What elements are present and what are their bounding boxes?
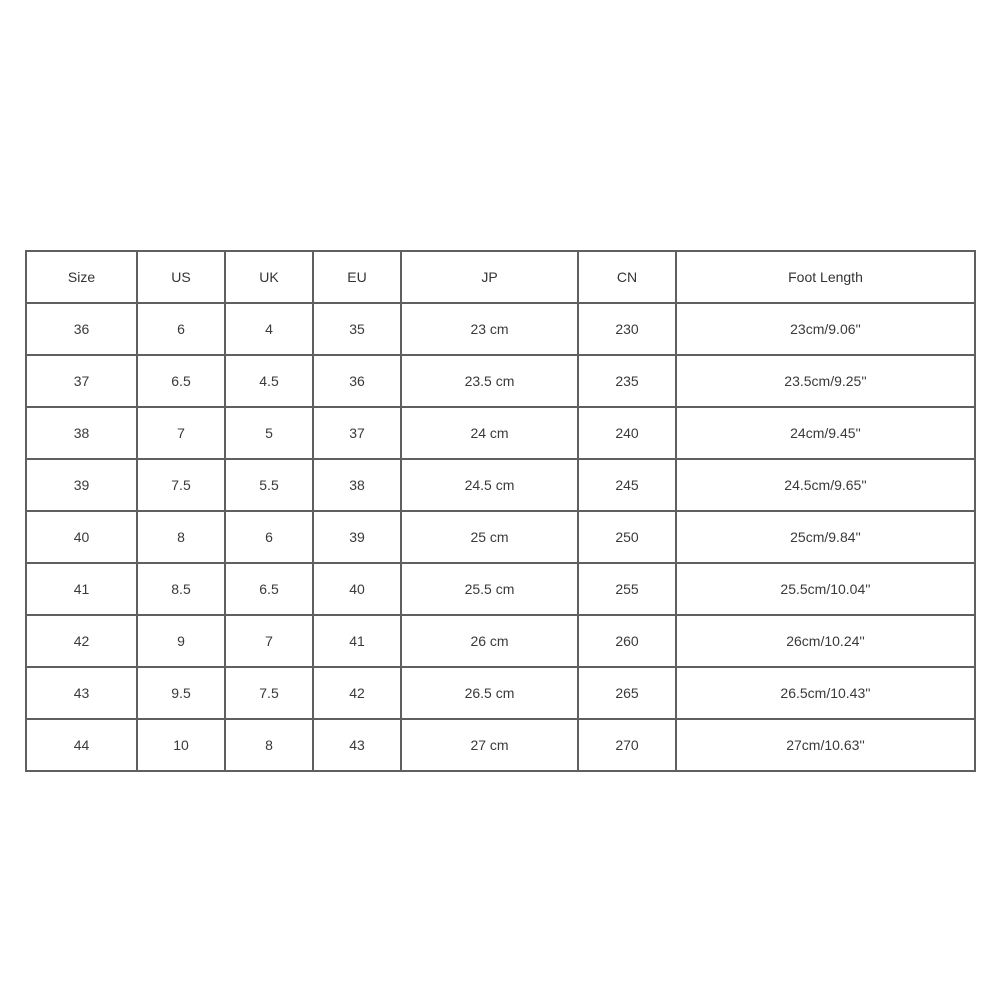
table-row	[26, 719, 975, 771]
header-row	[26, 251, 975, 303]
cell-eu: 40	[313, 563, 401, 615]
cell-eu: 36	[313, 355, 401, 407]
cell-size: 42	[26, 615, 137, 667]
cell-jp: 24 cm	[401, 407, 578, 459]
size-chart-table	[25, 250, 976, 772]
cell-foot-length: 25.5cm/10.04''	[676, 563, 975, 615]
cell-uk: 8	[225, 719, 313, 771]
cell-jp: 25 cm	[401, 511, 578, 563]
cell-uk: 7.5	[225, 667, 313, 719]
cell-foot-length: 23cm/9.06''	[676, 303, 975, 355]
cell-foot-length: 23.5cm/9.25''	[676, 355, 975, 407]
cell-eu: 35	[313, 303, 401, 355]
cell-jp: 23.5 cm	[401, 355, 578, 407]
cell-cn: 260	[578, 615, 676, 667]
cell-size: 39	[26, 459, 137, 511]
cell-foot-length: 26.5cm/10.43''	[676, 667, 975, 719]
cell-jp: 26.5 cm	[401, 667, 578, 719]
table-body	[26, 303, 975, 771]
cell-size: 40	[26, 511, 137, 563]
cell-us: 6.5	[137, 355, 225, 407]
cell-us: 7.5	[137, 459, 225, 511]
cell-jp: 25.5 cm	[401, 563, 578, 615]
table-row	[26, 303, 975, 355]
cell-cn: 240	[578, 407, 676, 459]
table-header	[26, 251, 975, 303]
cell-uk: 6.5	[225, 563, 313, 615]
column-header-size: Size	[26, 251, 137, 303]
table-row	[26, 407, 975, 459]
cell-uk: 4	[225, 303, 313, 355]
cell-jp: 23 cm	[401, 303, 578, 355]
cell-size: 43	[26, 667, 137, 719]
cell-eu: 41	[313, 615, 401, 667]
table-row	[26, 355, 975, 407]
cell-size: 44	[26, 719, 137, 771]
cell-us: 9.5	[137, 667, 225, 719]
cell-eu: 42	[313, 667, 401, 719]
cell-size: 36	[26, 303, 137, 355]
cell-foot-length: 27cm/10.63''	[676, 719, 975, 771]
cell-us: 8.5	[137, 563, 225, 615]
table-row	[26, 615, 975, 667]
column-header-jp: JP	[401, 251, 578, 303]
cell-cn: 230	[578, 303, 676, 355]
cell-cn: 270	[578, 719, 676, 771]
cell-cn: 245	[578, 459, 676, 511]
cell-us: 8	[137, 511, 225, 563]
table-row	[26, 511, 975, 563]
cell-cn: 250	[578, 511, 676, 563]
table-row	[26, 667, 975, 719]
cell-eu: 39	[313, 511, 401, 563]
cell-uk: 6	[225, 511, 313, 563]
table-row	[26, 459, 975, 511]
cell-cn: 265	[578, 667, 676, 719]
cell-uk: 5.5	[225, 459, 313, 511]
cell-size: 37	[26, 355, 137, 407]
column-header-foot-length: Foot Length	[676, 251, 975, 303]
cell-eu: 37	[313, 407, 401, 459]
cell-cn: 255	[578, 563, 676, 615]
cell-jp: 24.5 cm	[401, 459, 578, 511]
column-header-eu: EU	[313, 251, 401, 303]
cell-uk: 7	[225, 615, 313, 667]
column-header-uk: UK	[225, 251, 313, 303]
cell-eu: 43	[313, 719, 401, 771]
cell-size: 38	[26, 407, 137, 459]
cell-eu: 38	[313, 459, 401, 511]
cell-foot-length: 24.5cm/9.65''	[676, 459, 975, 511]
column-header-us: US	[137, 251, 225, 303]
column-header-cn: CN	[578, 251, 676, 303]
cell-us: 7	[137, 407, 225, 459]
table-row	[26, 563, 975, 615]
cell-foot-length: 26cm/10.24''	[676, 615, 975, 667]
cell-jp: 26 cm	[401, 615, 578, 667]
cell-size: 41	[26, 563, 137, 615]
cell-foot-length: 24cm/9.45''	[676, 407, 975, 459]
cell-jp: 27 cm	[401, 719, 578, 771]
cell-foot-length: 25cm/9.84''	[676, 511, 975, 563]
cell-us: 6	[137, 303, 225, 355]
cell-uk: 5	[225, 407, 313, 459]
cell-uk: 4.5	[225, 355, 313, 407]
cell-us: 10	[137, 719, 225, 771]
cell-us: 9	[137, 615, 225, 667]
cell-cn: 235	[578, 355, 676, 407]
